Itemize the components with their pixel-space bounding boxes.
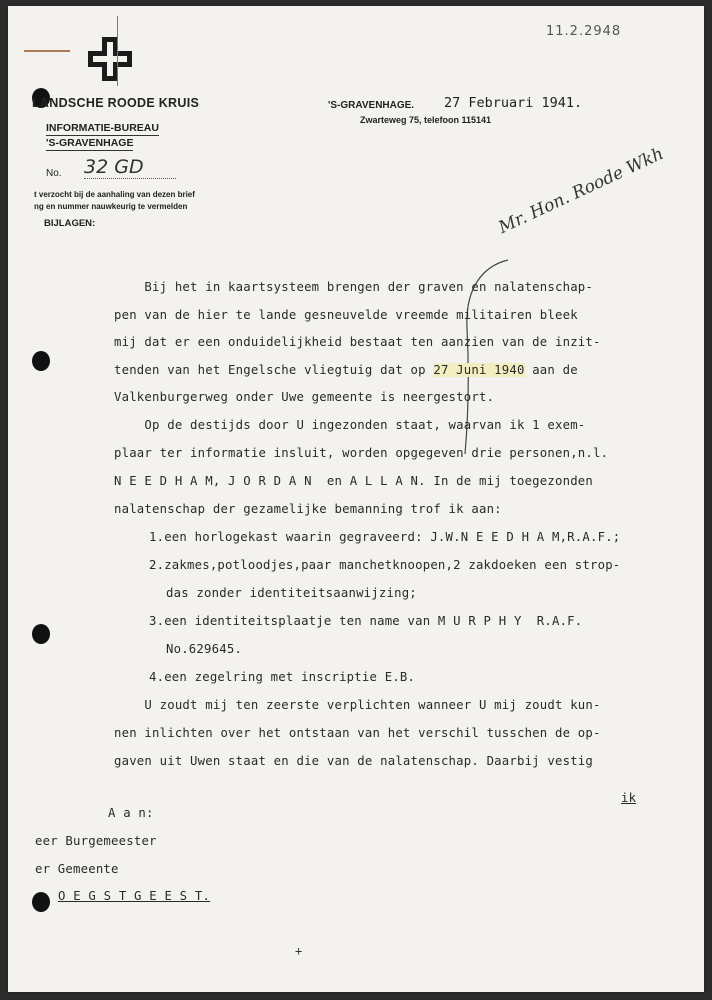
body-line: Bij het in kaartsysteem brengen der graven en nalatenschap- — [114, 280, 594, 294]
body-line: gaven uit Uwen staat en die van de nalatenschap. Daarbij vestig — [114, 754, 594, 768]
pen-mark — [24, 50, 70, 52]
fold-line — [117, 16, 118, 86]
body-line: tenden van het Engelsche vliegtuig dat op 27 Juni 1940 aan de — [114, 362, 578, 377]
body-line: N E E D H A M, J O R D A N en A L L A N. In de mij toegezonden — [114, 474, 594, 488]
inventory-item-continued: No.629645. — [166, 642, 243, 656]
reference-number: 32 GD — [84, 156, 176, 179]
org-name: LANDSCHE ROODE KRUIS — [32, 96, 200, 110]
body-line: Valkenburgerweg onder Uwe gemeente is neergestort. — [114, 390, 495, 404]
body-line: Op de destijds door U ingezonden staat, waarvan ik 1 exem- — [114, 418, 586, 432]
punch-hole — [32, 892, 50, 912]
body-line: nen inlichten over het ontstaan van het verschil tusschen de op- — [114, 726, 601, 740]
addressee-label: A a n: — [108, 806, 154, 820]
handwritten-annotation: Mr. Hon. Roode Wkh — [495, 143, 667, 238]
reference-note: ng en nummer nauwkeurig te vermelden — [34, 202, 188, 211]
inventory-item-continued: das zonder identiteitsaanwijzing; — [166, 586, 417, 600]
addressee-line: er Gemeente — [35, 862, 119, 876]
inventory-item: 1.een horlogekast waarin gegraveerd: J.W.N E E D H A M,R.A.F.; — [149, 530, 621, 544]
punch-hole — [32, 624, 50, 644]
archive-number: 11.2.2948 — [546, 24, 622, 39]
place-label: 'S-GRAVENHAGE. — [328, 100, 415, 111]
addressee-line: eer Burgemeester — [35, 834, 157, 848]
letter-date: 27 Februari 1941. — [444, 95, 583, 111]
highlighted-date: 27 Juni 1940 — [433, 362, 525, 377]
body-line: pen van de hier te lande gesneuvelde vreemde militairen bleek — [114, 307, 578, 322]
dept-name: INFORMATIE-BUREAU — [46, 122, 159, 134]
enclosures-label: BIJLAGEN: — [44, 218, 96, 229]
tick-mark: + — [295, 944, 303, 958]
punch-hole — [32, 351, 50, 371]
body-line: plaar ter informatie insluit, worden opgegeven drie personen,n.l. — [114, 446, 609, 460]
body-line: nalatenschap der gezamelijke bemanning trof ik aan: — [114, 502, 502, 516]
inventory-item: 3.een identiteitsplaatje ten name van M U R P H Y R.A.F. — [149, 614, 583, 628]
inventory-item: 4.een zegelring met inscriptie E.B. — [149, 670, 416, 684]
body-line: U zoudt mij ten zeerste verplichten wanneer U mij zoudt kun- — [114, 698, 601, 712]
reference-note: t verzocht bij de aanhaling van dezen brief — [34, 190, 195, 199]
number-label: No. — [46, 168, 62, 179]
inventory-item: 2.zakmes,potloodjes,paar manchetknoopen,2 zakdoeken een strop- — [149, 558, 621, 572]
address: Zwarteweg 75, telefoon 115141 — [360, 115, 492, 125]
body-line: mij dat er een onduidelijkheid bestaat ten aanzien van de inzit- — [114, 335, 601, 349]
dept-city: 'S-GRAVENHAGE — [46, 137, 134, 149]
letter-page — [8, 6, 704, 992]
red-cross-logo-icon — [87, 36, 133, 82]
addressee-municipality: O E G S T G E E S T. — [58, 889, 211, 903]
continuation-word: ik — [621, 791, 637, 805]
